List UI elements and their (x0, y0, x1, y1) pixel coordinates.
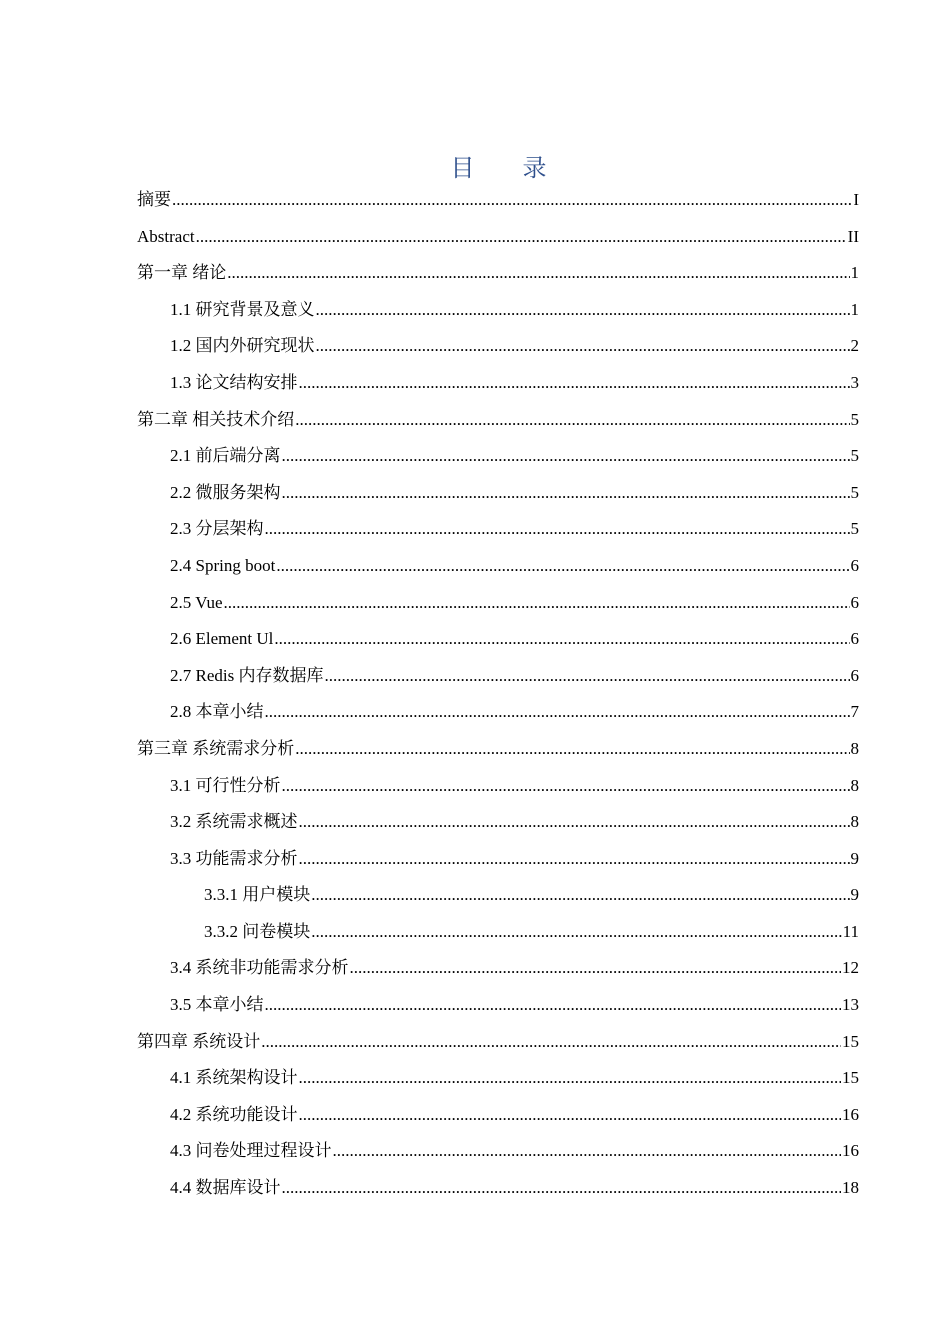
toc-dot-leader (299, 365, 850, 402)
toc-entry[interactable] (137, 402, 859, 439)
toc-entry[interactable] (137, 219, 859, 256)
toc-page-number: 5 (850, 519, 859, 539)
toc-entry[interactable] (137, 1024, 859, 1061)
toc-entry-title: 4.4 数据库设计 (170, 1178, 281, 1198)
toc-entry-title: 2.2 微服务架构 (170, 482, 281, 502)
toc-dot-leader (282, 768, 850, 805)
toc-page-number: 15 (842, 1031, 859, 1051)
toc-dot-leader (274, 621, 849, 658)
toc-entry[interactable] (137, 621, 859, 658)
toc-page-number: 8 (850, 812, 859, 832)
toc-dot-leader (196, 219, 847, 256)
toc-page-number: 5 (850, 446, 859, 466)
toc-dot-leader (299, 1097, 842, 1134)
toc-page-number: 1 (850, 263, 859, 283)
toc-entry[interactable] (137, 1133, 859, 1170)
toc-dot-leader (276, 548, 849, 585)
toc-entry[interactable] (137, 475, 859, 512)
toc-dot-leader (299, 1060, 842, 1097)
toc-entry-title: Abstract (137, 226, 195, 246)
toc-entry-title: 3.4 系统非功能需求分析 (170, 958, 349, 978)
toc-entry[interactable] (137, 877, 859, 914)
toc-entry-title: 1.1 研究背景及意义 (170, 299, 315, 319)
toc-page-number: 5 (850, 409, 859, 429)
toc-page-number: 6 (850, 592, 859, 612)
toc-title: 目 录 (450, 154, 547, 182)
toc-entry[interactable] (137, 804, 859, 841)
toc-entry-title: 2.4 Spring boot (170, 555, 276, 575)
toc-dot-leader (299, 841, 850, 878)
toc-page-number: 6 (850, 665, 859, 685)
toc-dot-leader (265, 694, 850, 731)
toc-entry[interactable] (137, 548, 859, 585)
toc-entry-title: 1.2 国内外研究现状 (170, 336, 315, 356)
toc-entry[interactable] (137, 731, 859, 768)
toc-entry-title: 3.5 本章小结 (170, 995, 264, 1015)
toc-entry[interactable] (137, 914, 859, 951)
toc-dot-leader (333, 1133, 842, 1170)
toc-list (137, 182, 859, 1207)
toc-page-number: 9 (850, 885, 859, 905)
toc-dot-leader (265, 511, 850, 548)
toc-entry[interactable] (137, 365, 859, 402)
toc-page-number: 9 (850, 848, 859, 868)
toc-entry-title: 2.5 Vue (170, 592, 223, 612)
toc-entry[interactable] (137, 255, 859, 292)
toc-page-number: 15 (842, 1068, 859, 1088)
toc-entry-title: 3.3 功能需求分析 (170, 848, 298, 868)
toc-entry-title: 3.3.2 问卷模块 (204, 921, 311, 941)
toc-entry-title: 3.1 可行性分析 (170, 775, 281, 795)
toc-dot-leader (316, 292, 850, 329)
toc-page-number: 6 (850, 629, 859, 649)
toc-page-number: 12 (842, 958, 859, 978)
toc-entry[interactable] (137, 694, 859, 731)
toc-entry-title: 2.8 本章小结 (170, 702, 264, 722)
toc-entry-title: 第三章 系统需求分析 (137, 738, 295, 758)
toc-entry[interactable] (137, 1170, 859, 1207)
toc-dot-leader (261, 1024, 841, 1061)
toc-page-number: 1 (850, 299, 859, 319)
toc-entry[interactable] (137, 182, 859, 219)
toc-page-number: 3 (850, 372, 859, 392)
toc-entry-title: 2.3 分层架构 (170, 519, 264, 539)
toc-page-number: 16 (842, 1141, 859, 1161)
toc-dot-leader (295, 402, 849, 439)
toc-entry-title: 3.2 系统需求概述 (170, 812, 298, 832)
toc-page-number: 7 (850, 702, 859, 722)
toc-dot-leader (299, 804, 850, 841)
toc-entry-title: 2.1 前后端分离 (170, 446, 281, 466)
toc-page-number: I (853, 190, 859, 209)
toc-dot-leader (265, 987, 842, 1024)
toc-entry[interactable] (137, 950, 859, 987)
toc-entry-title: 摘要 (137, 190, 171, 209)
toc-page-number: 18 (842, 1178, 859, 1198)
toc-entry[interactable] (137, 585, 859, 622)
toc-dot-leader (350, 950, 842, 987)
toc-dot-leader (311, 877, 849, 914)
toc-entry[interactable] (137, 1097, 859, 1134)
toc-page-number: 11 (842, 921, 859, 941)
toc-entry[interactable] (137, 658, 859, 695)
toc-entry-title: 4.2 系统功能设计 (170, 1104, 298, 1124)
toc-page-number: 8 (850, 775, 859, 795)
toc-entry[interactable] (137, 1060, 859, 1097)
toc-entry-title: 1.3 论文结构安排 (170, 372, 298, 392)
toc-dot-leader (316, 328, 850, 365)
toc-entry-title: 第四章 系统设计 (137, 1031, 261, 1051)
toc-entry[interactable] (137, 292, 859, 329)
toc-page-number: 2 (850, 336, 859, 356)
toc-entry-title: 4.1 系统架构设计 (170, 1068, 298, 1088)
toc-entry[interactable] (137, 511, 859, 548)
toc-dot-leader (227, 255, 849, 292)
toc-page-number: II (847, 226, 859, 246)
toc-dot-leader (282, 438, 850, 475)
toc-dot-leader (311, 914, 841, 951)
toc-dot-leader (282, 475, 850, 512)
toc-dot-leader (224, 585, 850, 622)
toc-entry-title: 3.3.1 用户模块 (204, 885, 311, 905)
toc-page-number: 6 (850, 555, 859, 575)
toc-dot-leader (324, 658, 849, 695)
toc-page-number: 16 (842, 1104, 859, 1124)
toc-entry[interactable] (137, 438, 859, 475)
toc-entry-title: 4.3 问卷处理过程设计 (170, 1141, 332, 1161)
toc-page-number: 13 (842, 995, 859, 1015)
toc-dot-leader (282, 1170, 842, 1207)
toc-page-number: 5 (850, 482, 859, 502)
toc-entry[interactable] (137, 768, 859, 805)
toc-dot-leader (172, 182, 852, 219)
toc-entry-title: 第二章 相关技术介绍 (137, 409, 295, 429)
toc-dot-leader (295, 731, 849, 768)
toc-page-number: 8 (850, 738, 859, 758)
toc-entry-title: 2.6 Element Ul (170, 629, 274, 649)
toc-entry[interactable] (137, 987, 859, 1024)
toc-entry[interactable] (137, 841, 859, 878)
toc-entry[interactable] (137, 328, 859, 365)
toc-entry-title: 第一章 绪论 (137, 263, 227, 283)
toc-entry-title: 2.7 Redis 内存数据库 (170, 665, 324, 685)
